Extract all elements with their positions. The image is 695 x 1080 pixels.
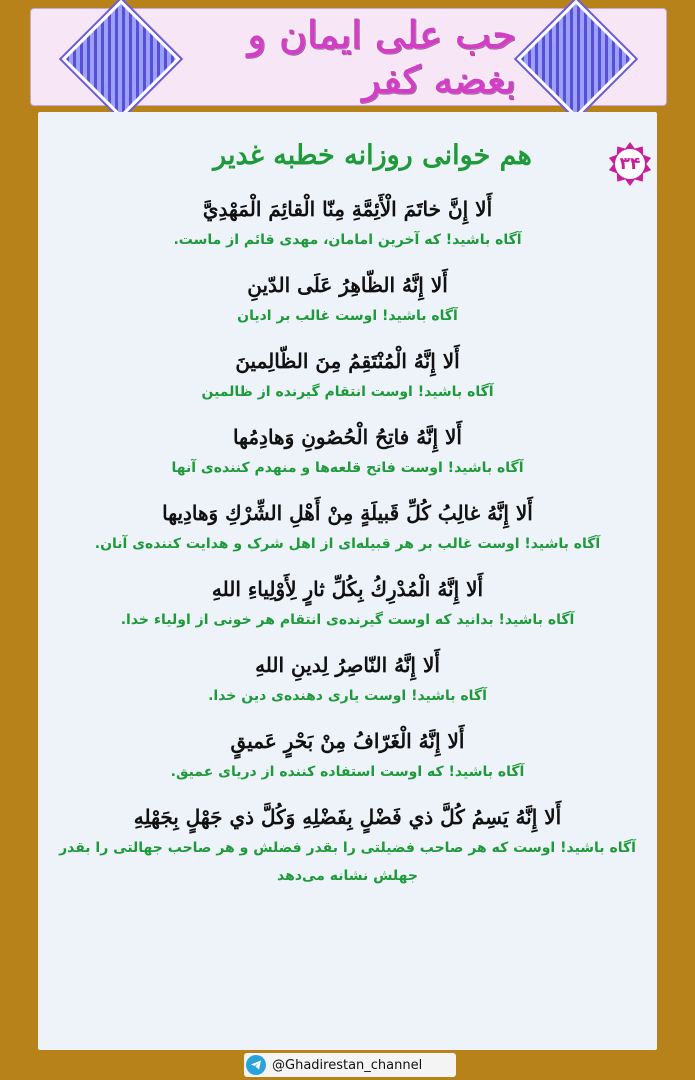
channel-footer[interactable] <box>244 1053 456 1077</box>
persian-translation: آگاه باشید! که آخرین امامان، مهدی قائم از ماست. <box>173 232 522 248</box>
verse-item <box>52 724 643 786</box>
persian-translation: آگاه باشید! اوست غالب بر ادیان <box>237 308 458 324</box>
badge-number: ۳۴ <box>619 154 641 174</box>
content-card <box>38 112 657 1050</box>
verse-item <box>52 496 643 558</box>
header-calligraphy-title: حب علی ایمان و بغضه کفر <box>247 12 516 102</box>
arabic-text: أَلا إِنَّهُ فاتِحُ الْحُصُونِ وَهادِمُها <box>233 425 462 449</box>
verse-item <box>52 268 643 330</box>
channel-handle[interactable]: @Ghadirestan_channel <box>272 1057 423 1073</box>
persian-translation: آگاه باشید! اوست که هر صاحب فضیلتی را بقدر فضلش و هر صاحب جهالتی را بقدر جهلش نشانه می‌دهد <box>59 840 636 884</box>
persian-translation: آگاه باشید! که اوست استفاده کننده از دریای عمیق. <box>170 764 525 780</box>
day-number-badge <box>608 142 652 186</box>
ornament-diamond-right <box>517 0 636 118</box>
header-banner <box>30 8 667 106</box>
verse-item <box>52 648 643 710</box>
persian-translation: آگاه باشید! بدانید که اوست گیرنده‌ی انتقام هر خونی از اولیاء خدا. <box>120 612 575 628</box>
arabic-text: أَلا إِنَّهُ الظّاهِرُ عَلَى الدّينِ <box>247 273 448 297</box>
arabic-text: أَلا إِنَّهُ الْغَرّافُ مِنْ بَحْرٍ عَميقٍ <box>230 729 465 753</box>
persian-translation: آگاه باشید! اوست غالب بر هر قبیله‌ای از اهل شرک و هدایت کننده‌ی آنان. <box>94 536 601 552</box>
verse-item <box>52 800 643 890</box>
persian-translation: آگاه باشید! اوست فاتح قلعه‌ها و منهدم کننده‌ی آنها <box>171 460 524 476</box>
arabic-text: أَلا إِنَّ خاتَمَ الْأَئِمَّةِ مِنّا الْقائِمَ الْمَهْدِيَّ <box>202 197 493 221</box>
verse-list <box>52 192 643 904</box>
telegram-icon[interactable] <box>246 1055 266 1075</box>
persian-translation: آگاه باشید! اوست انتقام گیرنده از ظالمین <box>201 384 494 400</box>
verse-item <box>52 344 643 406</box>
verse-item <box>52 192 643 254</box>
arabic-text: أَلا إِنَّهُ يَسِمُ كُلَّ ذي فَضْلٍ بِفَضْلِهِ وَكُلَّ ذي جَهْلٍ بِجَهْلِهِ <box>133 805 562 829</box>
verse-item <box>52 420 643 482</box>
persian-translation: آگاه باشید! اوست یاری دهنده‌ی دین خدا. <box>208 688 487 704</box>
page-title: هم خوانی روزانه خطبه غدیر <box>213 140 532 171</box>
arabic-text: أَلا إِنَّهُ الْمُدْرِكُ بِكُلِّ ثارٍ لِأَوْلِياءِ اللهِ <box>211 577 484 601</box>
ornament-diamond-left <box>62 0 181 118</box>
arabic-text: أَلا إِنَّهُ النّاصِرُ لِدينِ اللهِ <box>255 653 440 677</box>
arabic-text: أَلا إِنَّهُ الْمُنْتَقِمُ مِنَ الظّالِمينَ <box>235 349 460 373</box>
arabic-text: أَلا إِنَّهُ غالِبُ كُلِّ قَبيلَةٍ مِنْ أَهْلِ الشِّرْكِ وَهادِيها <box>162 501 533 525</box>
verse-item <box>52 572 643 634</box>
